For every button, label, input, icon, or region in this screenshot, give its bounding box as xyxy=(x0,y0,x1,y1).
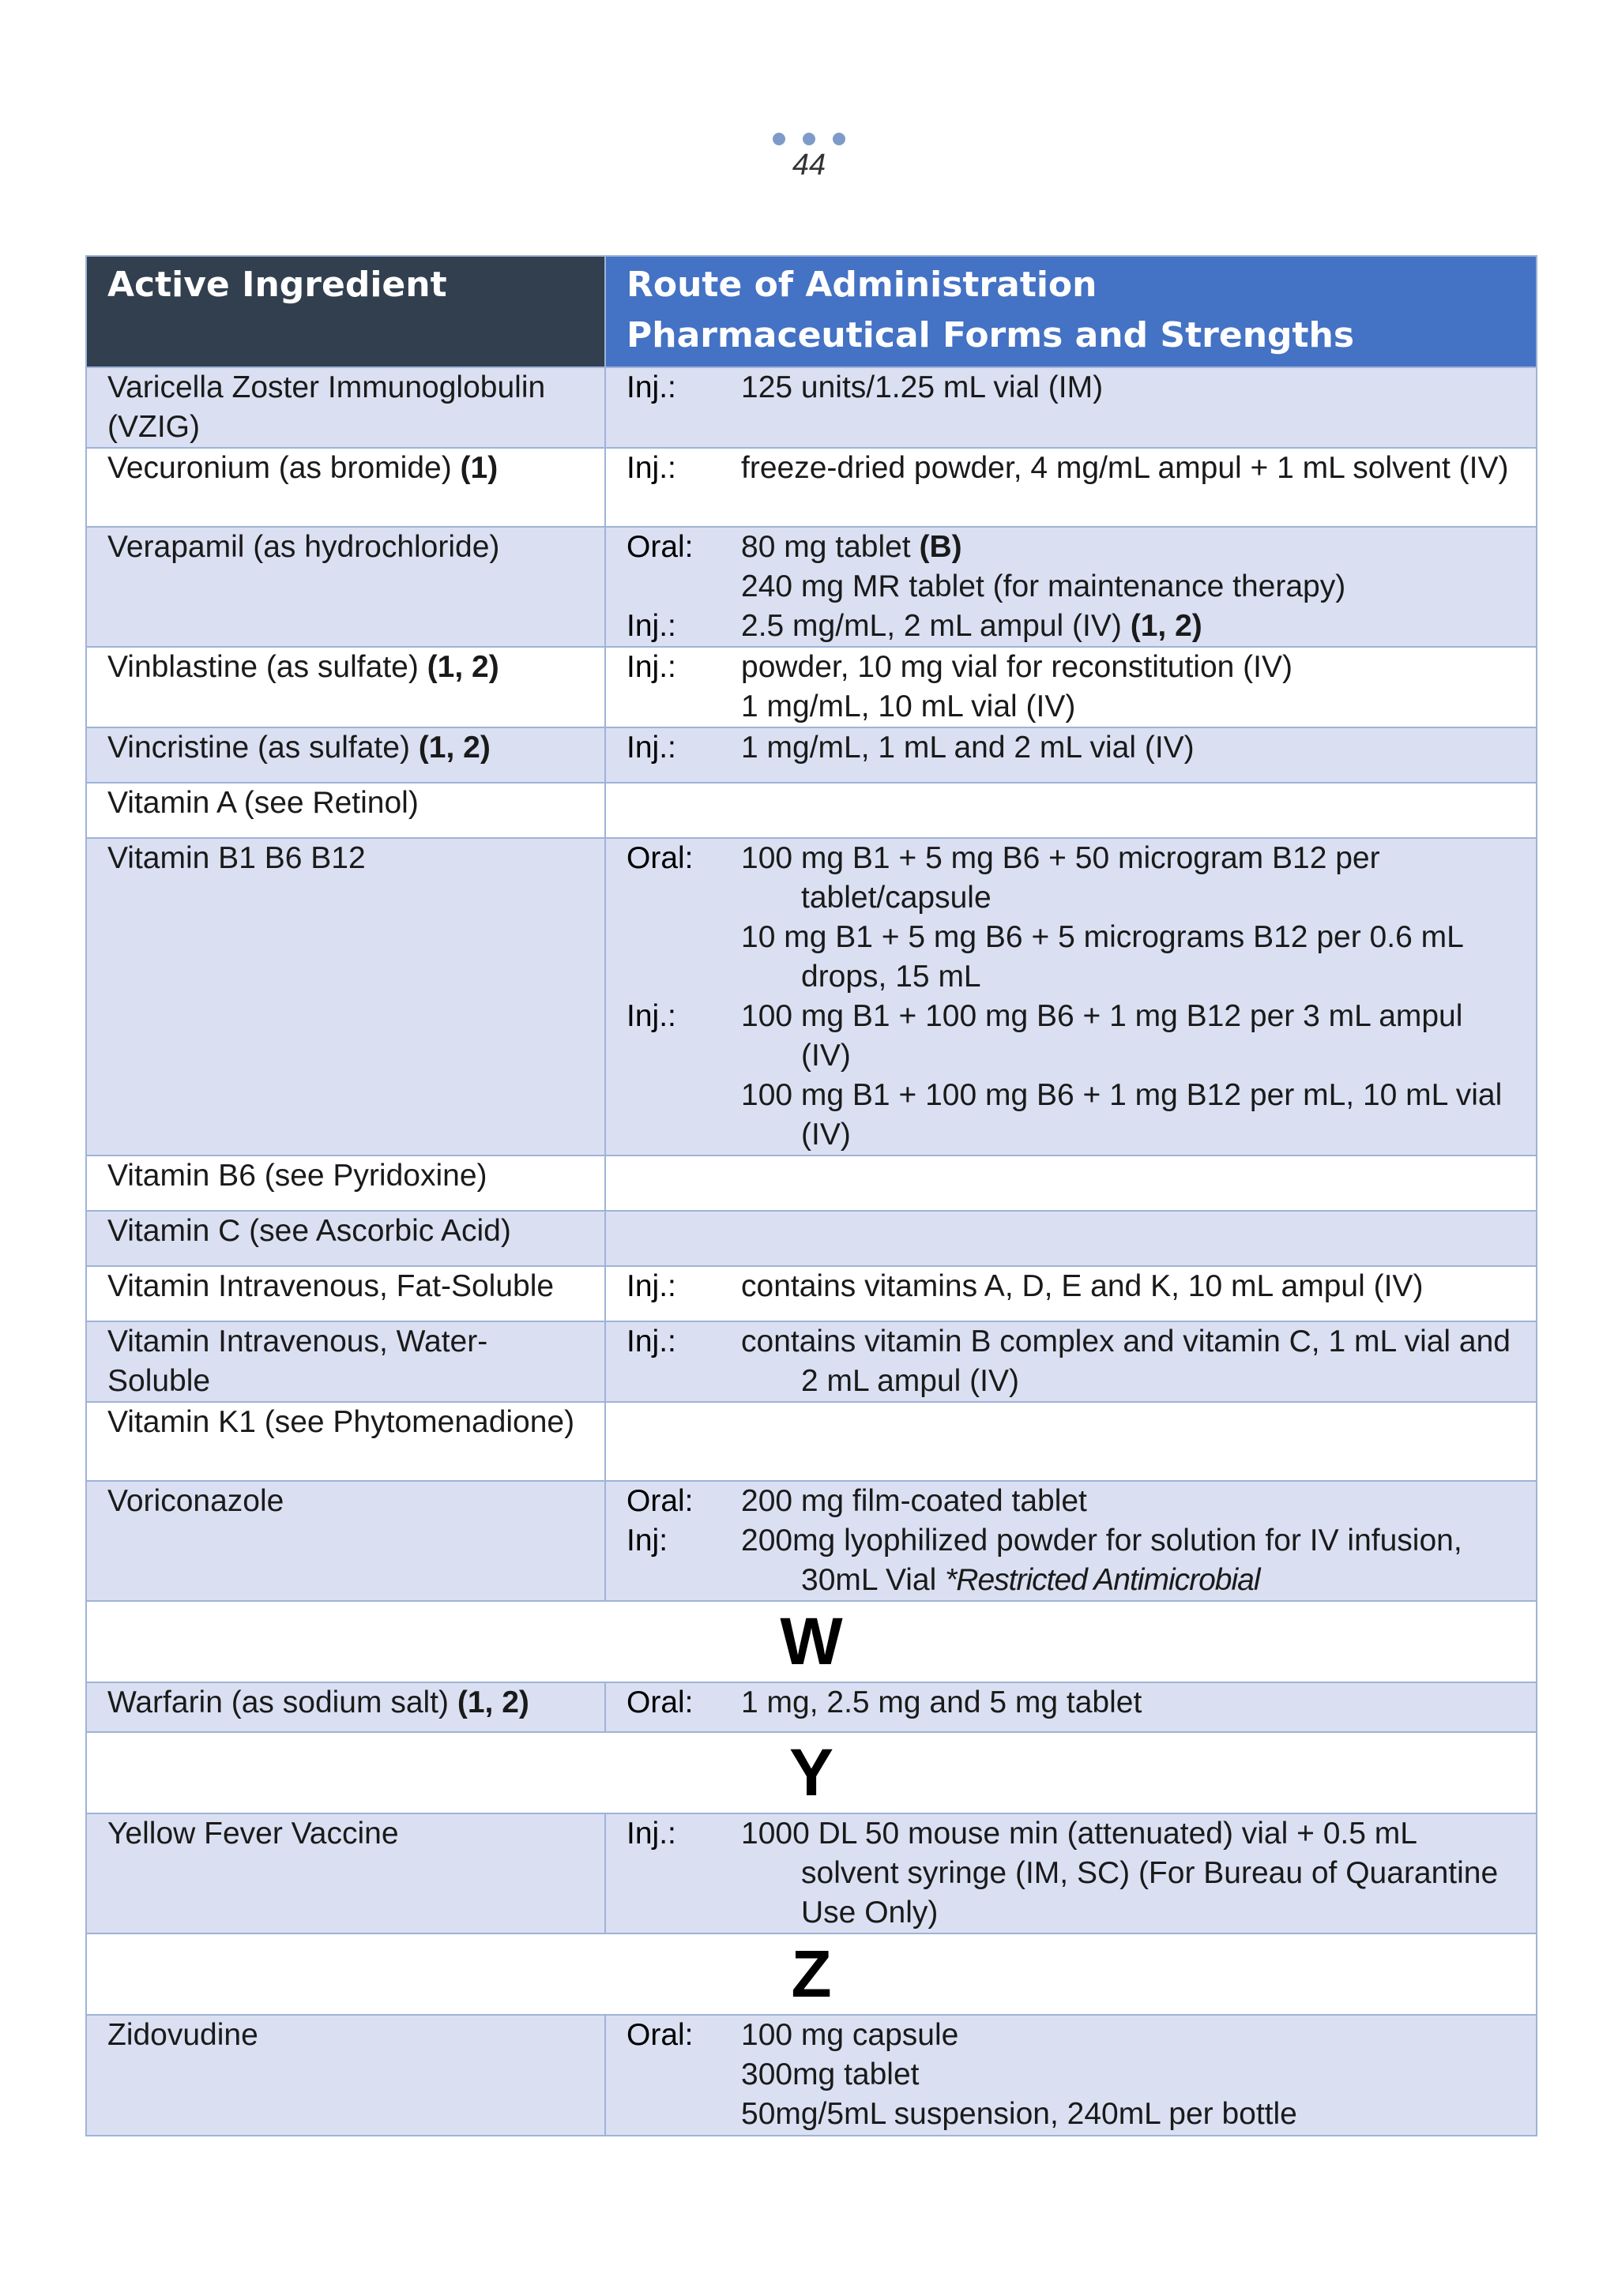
dot-icon xyxy=(803,133,815,145)
ingredient-cell xyxy=(86,527,605,647)
form-text: 1 mg, 2.5 mg and 5 mg tablet xyxy=(741,1685,1142,1719)
ingredient-cell xyxy=(86,1682,605,1732)
route-entry xyxy=(627,607,1515,646)
forms-list xyxy=(741,1683,1515,1723)
table-body xyxy=(86,367,1537,2136)
header-label: Pharmaceutical Forms and Strengths xyxy=(627,315,1355,355)
route-label: Inj.: xyxy=(627,451,676,485)
forms-list xyxy=(741,1814,1515,1933)
ingredient-name: Vitamin C (see Ascorbic Acid) xyxy=(107,1214,511,1248)
forms-list xyxy=(741,648,1515,727)
route-forms-cell xyxy=(605,1266,1537,1321)
ingredient-name: Vitamin Intravenous, Water-Soluble xyxy=(107,1325,488,1398)
route-label: Inj.: xyxy=(627,609,676,643)
form-line xyxy=(741,918,1515,997)
form-line xyxy=(741,997,1515,1076)
decorative-dots xyxy=(0,133,1618,145)
route-entry xyxy=(627,449,1515,488)
ingredient-name: Varicella Zoster Immunoglobulin (VZIG) xyxy=(107,370,546,444)
table-row xyxy=(86,727,1537,783)
route-label: Oral: xyxy=(627,1685,694,1719)
form-line xyxy=(741,607,1515,646)
form-text: 300mg tablet xyxy=(741,2057,920,2091)
dot-icon xyxy=(833,133,845,145)
ingredient-note: (1, 2) xyxy=(457,1685,529,1719)
section-letter-row xyxy=(86,1933,1537,2015)
form-line xyxy=(741,728,1515,768)
ingredient-cell xyxy=(86,448,605,527)
route-forms-cell xyxy=(605,1321,1537,1402)
route-entry xyxy=(627,1482,1515,1521)
form-text: 100 mg B1 + 100 mg B6 + 1 mg B12 per mL, 10 mL vial (IV) xyxy=(741,1078,1503,1152)
route-entry xyxy=(627,1267,1515,1306)
header-label: Active Ingredient xyxy=(107,265,447,305)
form-line xyxy=(741,2095,1515,2134)
form-note: (B) xyxy=(919,530,962,564)
form-text: 10 mg B1 + 5 mg B6 + 5 micrograms B12 per 0.6 mL drops, 15 mL xyxy=(741,920,1463,994)
route-forms-cell xyxy=(605,1211,1537,1266)
page-number: 44 xyxy=(792,148,826,182)
form-text: 50mg/5mL suspension, 240mL per bottle xyxy=(741,2097,1297,2131)
section-letter-row xyxy=(86,1732,1537,1813)
form-line xyxy=(741,2016,1515,2055)
form-text: 200 mg film-coated tablet xyxy=(741,1484,1087,1518)
forms-list xyxy=(741,997,1515,1155)
ingredient-name: Verapamil (as hydrochloride) xyxy=(107,530,500,564)
ingredient-cell xyxy=(86,1813,605,1933)
route-forms-cell xyxy=(605,783,1537,838)
ingredient-name: Vitamin A (see Retinol) xyxy=(107,786,419,820)
form-text: 1 mg/mL, 1 mL and 2 mL vial (IV) xyxy=(741,731,1195,765)
ingredient-name: Yellow Fever Vaccine xyxy=(107,1817,399,1851)
table-row xyxy=(86,1481,1537,1601)
route-forms-cell xyxy=(605,1813,1537,1933)
page-header xyxy=(0,133,1618,183)
route-forms-cell xyxy=(605,2015,1537,2136)
route-forms-cell xyxy=(605,527,1537,647)
route-label: Inj.: xyxy=(627,999,676,1033)
route-entry xyxy=(627,839,1515,997)
route-forms-cell xyxy=(605,1156,1537,1211)
route-entry xyxy=(627,728,1515,768)
form-note: (1, 2) xyxy=(1130,609,1202,643)
table-row xyxy=(86,2015,1537,2136)
route-forms-cell xyxy=(605,838,1537,1156)
form-text: powder, 10 mg vial for reconstitution (IV) xyxy=(741,650,1293,684)
table-row xyxy=(86,1321,1537,1402)
table-row xyxy=(86,1402,1537,1481)
ingredient-cell xyxy=(86,783,605,838)
route-forms-cell xyxy=(605,448,1537,527)
route-forms-cell xyxy=(605,647,1537,727)
table-row xyxy=(86,1156,1537,1211)
table-row xyxy=(86,527,1537,647)
form-line xyxy=(741,2055,1515,2095)
forms-list xyxy=(741,449,1515,488)
ingredient-name: Zidovudine xyxy=(107,2018,258,2052)
ingredient-name: Vitamin Intravenous, Fat-Soluble xyxy=(107,1269,555,1303)
form-text: 1000 DL 50 mouse min (attenuated) vial + 0.5 mL solvent syringe (IM, SC) (For Bureau of Quarantine Use Only) xyxy=(741,1817,1499,1930)
route-label: Inj.: xyxy=(627,731,676,765)
route-entry xyxy=(627,2016,1515,2134)
route-forms-cell xyxy=(605,1481,1537,1601)
form-text: 2.5 mg/mL, 2 mL ampul (IV) xyxy=(741,609,1122,643)
route-entry xyxy=(627,1521,1515,1600)
route-label: Inj.: xyxy=(627,1269,676,1303)
ingredient-cell xyxy=(86,647,605,727)
table-row xyxy=(86,448,1537,527)
route-entry xyxy=(627,528,1515,607)
form-text: 80 mg tablet xyxy=(741,530,911,564)
ingredient-cell xyxy=(86,1211,605,1266)
ingredient-name: Warfarin (as sodium salt) xyxy=(107,1685,449,1719)
form-text: 125 units/1.25 mL vial (IM) xyxy=(741,370,1104,404)
route-label: Oral: xyxy=(627,530,694,564)
route-label: Inj.: xyxy=(627,1817,676,1851)
ingredient-name: Vitamin B6 (see Pyridoxine) xyxy=(107,1159,487,1193)
forms-list xyxy=(741,528,1515,607)
section-letter-row xyxy=(86,1601,1537,1682)
forms-list xyxy=(741,607,1515,646)
ingredient-cell xyxy=(86,2015,605,2136)
ingredient-cell xyxy=(86,1156,605,1211)
form-line xyxy=(741,1521,1515,1600)
form-text: 200mg lyophilized powder for solution for IV infusion, 30mL Vial xyxy=(741,1524,1462,1597)
ingredient-cell xyxy=(86,367,605,448)
section-letter: Z xyxy=(86,1933,1537,2015)
section-letter: Y xyxy=(86,1732,1537,1813)
form-line xyxy=(741,567,1515,607)
route-entry xyxy=(627,648,1515,727)
form-text: contains vitamin B complex and vitamin C, 1 mL vial and 2 mL ampul (IV) xyxy=(741,1325,1511,1398)
form-line xyxy=(741,1267,1515,1306)
route-forms-cell xyxy=(605,367,1537,448)
table-row xyxy=(86,1266,1537,1321)
form-text: freeze-dried powder, 4 mg/mL ampul + 1 mL solvent (IV) xyxy=(741,451,1509,485)
table-row xyxy=(86,647,1537,727)
table-header-row xyxy=(86,256,1537,367)
form-line xyxy=(741,449,1515,488)
ingredient-cell xyxy=(86,1402,605,1481)
table-row xyxy=(86,838,1537,1156)
ingredient-name: Vitamin B1 B6 B12 xyxy=(107,841,366,875)
route-forms-cell xyxy=(605,727,1537,783)
header-route-forms xyxy=(605,256,1537,367)
route-entry xyxy=(627,1683,1515,1723)
route-label: Inj.: xyxy=(627,370,676,404)
header-active-ingredient xyxy=(86,256,605,367)
ingredient-name: Vinblastine (as sulfate) xyxy=(107,650,419,684)
table-row xyxy=(86,1682,1537,1732)
form-text: contains vitamins A, D, E and K, 10 mL ampul (IV) xyxy=(741,1269,1424,1303)
form-text: 100 mg B1 + 5 mg B6 + 50 microgram B12 per tablet/capsule xyxy=(741,841,1380,915)
forms-list xyxy=(741,368,1515,408)
form-line xyxy=(741,1814,1515,1933)
form-line xyxy=(741,839,1515,918)
ingredient-cell xyxy=(86,1481,605,1601)
form-line xyxy=(741,528,1515,567)
route-label: Oral: xyxy=(627,841,694,875)
form-line xyxy=(741,1482,1515,1521)
form-line xyxy=(741,1322,1515,1401)
form-text: 240 mg MR tablet (for maintenance therapy) xyxy=(741,569,1346,603)
restricted-antimicrobial-note: *Restricted Antimicrobial xyxy=(945,1563,1260,1597)
dot-icon xyxy=(773,133,785,145)
route-forms-cell xyxy=(605,1682,1537,1732)
forms-list xyxy=(741,1521,1515,1600)
drug-table xyxy=(85,255,1537,2136)
route-label: Oral: xyxy=(627,1484,694,1518)
form-line xyxy=(741,687,1515,727)
ingredient-name: Voriconazole xyxy=(107,1484,284,1518)
form-line xyxy=(741,1076,1515,1155)
table-row xyxy=(86,1211,1537,1266)
forms-list xyxy=(741,2016,1515,2134)
ingredient-name: Vitamin K1 (see Phytomenadione) xyxy=(107,1405,575,1439)
form-text: 100 mg B1 + 100 mg B6 + 1 mg B12 per 3 mL ampul (IV) xyxy=(741,999,1463,1073)
form-line xyxy=(741,368,1515,408)
section-letter: W xyxy=(86,1601,1537,1682)
route-label: Inj: xyxy=(627,1524,668,1558)
route-entry xyxy=(627,368,1515,408)
ingredient-name: Vincristine (as sulfate) xyxy=(107,731,410,765)
forms-list xyxy=(741,728,1515,768)
forms-list xyxy=(741,839,1515,997)
form-line xyxy=(741,648,1515,687)
route-forms-cell xyxy=(605,1402,1537,1481)
route-entry xyxy=(627,1322,1515,1401)
route-entry xyxy=(627,997,1515,1155)
table-row xyxy=(86,1813,1537,1933)
header-label: Route of Administration xyxy=(627,265,1097,305)
route-label: Inj.: xyxy=(627,1325,676,1358)
ingredient-note: (1, 2) xyxy=(427,650,499,684)
table-row xyxy=(86,367,1537,448)
ingredient-cell xyxy=(86,1266,605,1321)
ingredient-cell xyxy=(86,1321,605,1402)
form-text: 100 mg capsule xyxy=(741,2018,959,2052)
route-label: Inj.: xyxy=(627,650,676,684)
ingredient-cell xyxy=(86,838,605,1156)
route-entry xyxy=(627,1814,1515,1933)
route-label: Oral: xyxy=(627,2018,694,2052)
ingredient-cell xyxy=(86,727,605,783)
ingredient-note: (1, 2) xyxy=(418,731,491,765)
forms-list xyxy=(741,1482,1515,1521)
ingredient-name: Vecuronium (as bromide) xyxy=(107,451,452,485)
form-text: 1 mg/mL, 10 mL vial (IV) xyxy=(741,690,1076,723)
form-line xyxy=(741,1683,1515,1723)
forms-list xyxy=(741,1322,1515,1401)
table-row xyxy=(86,783,1537,838)
forms-list xyxy=(741,1267,1515,1306)
ingredient-note: (1) xyxy=(460,451,499,485)
